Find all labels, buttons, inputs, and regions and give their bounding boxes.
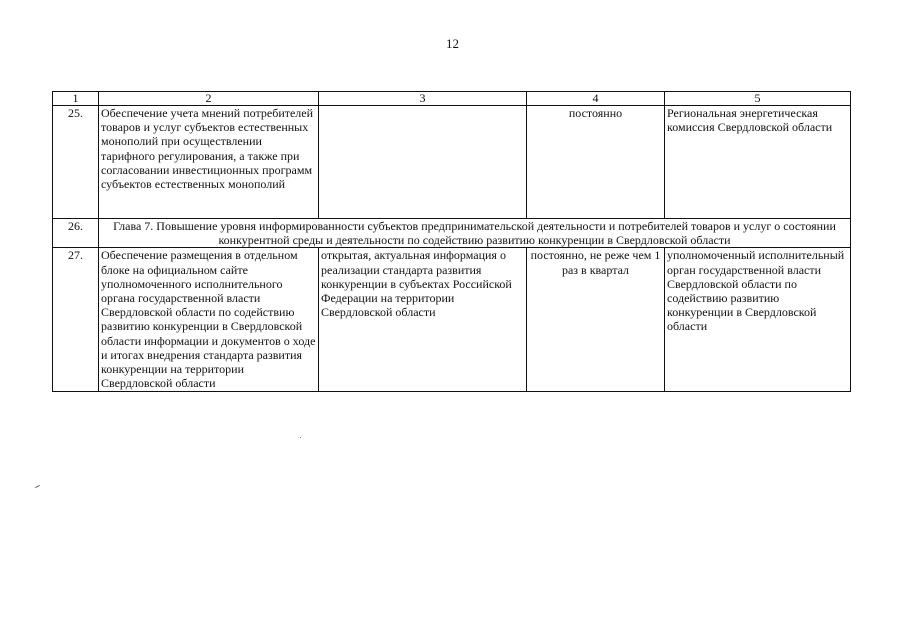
header-cell-1: 1 xyxy=(53,92,99,106)
header-cell-4: 4 xyxy=(527,92,665,106)
scan-artifact-mark xyxy=(35,485,40,488)
table-header-row xyxy=(53,92,851,106)
responsible-executor: уполномоченный исполнительный орган государственной власти Свердловской области по содействию развитию конкуренции в Свердловской области xyxy=(665,248,851,392)
measure-name: Обеспечение размещения в отдельном блоке на официальном сайте уполномоченного исполнительного органа государственной власти Свердловской области по содействию развитию конкуренции в Свердловской области информации и документов о ходе и итогах внедрения стандарта развития конкуренции на территории Свердловской области xyxy=(99,248,319,392)
responsible-executor: Региональная энергетическая комиссия Свердловской области xyxy=(665,106,851,219)
page-number: 12 xyxy=(446,36,459,51)
row-number: 27. xyxy=(53,248,99,392)
expected-result xyxy=(319,106,527,219)
expected-result: открытая, актуальная информация о реализации стандарта развития конкуренции в субъектах Российской Федерации на территории Свердловской области xyxy=(319,248,527,392)
table-row-chapter xyxy=(53,219,851,248)
scan-artifact-dot xyxy=(300,437,301,438)
row-number: 25. xyxy=(53,106,99,219)
deadline: постоянно xyxy=(527,106,665,219)
header-cell-3: 3 xyxy=(319,92,527,106)
table-row xyxy=(53,106,851,219)
measure-name: Обеспечение учета мнений потребителей товаров и услуг субъектов естественных монополий при осуществлении тарифного регулирования, а также при согласовании инвестиционных программ субъектов естественных монополий xyxy=(99,106,319,219)
chapter-heading: Глава 7. Повышение уровня информированности субъектов предпринимательской деятельности и потребителей товаров и услуг о состоянии конкурентной среды и деятельности по содействию развитию конкуренции в Свердловской области xyxy=(99,219,851,248)
table-row xyxy=(53,248,851,392)
header-cell-5: 5 xyxy=(665,92,851,106)
deadline: постоянно, не реже чем 1 раз в квартал xyxy=(527,248,665,392)
row-number: 26. xyxy=(53,219,99,248)
header-cell-2: 2 xyxy=(99,92,319,106)
measures-table xyxy=(52,91,851,392)
